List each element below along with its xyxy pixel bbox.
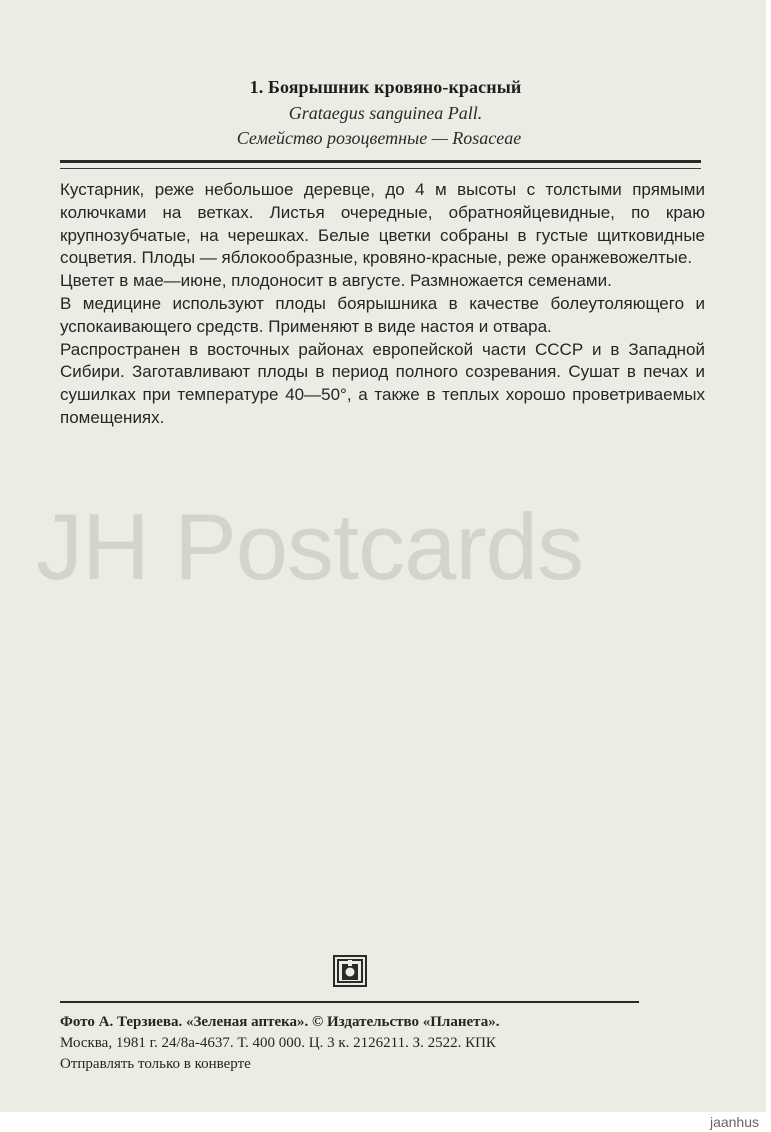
imprint-mailing-note: Отправлять только в конверте — [60, 1056, 251, 1072]
planeta-logo-icon — [333, 955, 367, 987]
watermark: JH Postcards — [36, 494, 583, 599]
description-paragraph-habit: Кустарник, реже небольшое деревце, до 4 м высоты с толстыми прямыми колючками на ветках. Листья очередные, обратнояйцевидные, по краю крупнозубчатые, на черешках. Белые цветки собраны в густые щитковидные соцветия. Плоды — яблокообразные, кровяно-красные, реже оранжевожелтые. — [60, 180, 705, 268]
header-divider-thick — [60, 160, 701, 163]
description-paragraph-distribution: Распространен в восточных районах европейской части СССР и в Западной Сибири. Заготавливают плоды в период полного созревания. Сушат в печах и сушилках при температуре 40—50°, а также в теплых хорошо проветриваемых помещениях. — [60, 339, 705, 427]
footer-divider — [60, 1001, 639, 1003]
latin-name: Grataegus sanguinea Pall. — [288, 103, 483, 123]
imprint-credits: Фото А. Терзиева. «Зеленая аптека». © Издательство «Планета». — [60, 1014, 500, 1030]
site-credit: jaanhus — [709, 1114, 759, 1130]
plant-title: 1. Боярышник кровяно-красный — [249, 77, 522, 97]
imprint-print-info: Москва, 1981 г. 24/8а-4637. Т. 400 000. Ц. 3 к. 2126211. З. 2522. КПК — [60, 1035, 496, 1051]
plant-family: Семейство розоцветные — Rosaceae — [236, 128, 522, 148]
header-divider-thin — [60, 168, 701, 169]
imprint — [60, 1012, 660, 1075]
description-paragraph-flowering: Цветет в мае—июне, плодоносит в августе. Размножается семенами. — [60, 271, 612, 291]
description-text — [60, 179, 705, 430]
description-paragraph-medicine: В медицине используют плоды боярышника в качестве болеутоляющего и успокаивающего средств. Применяют в виде настоя и отвара. — [60, 293, 705, 336]
